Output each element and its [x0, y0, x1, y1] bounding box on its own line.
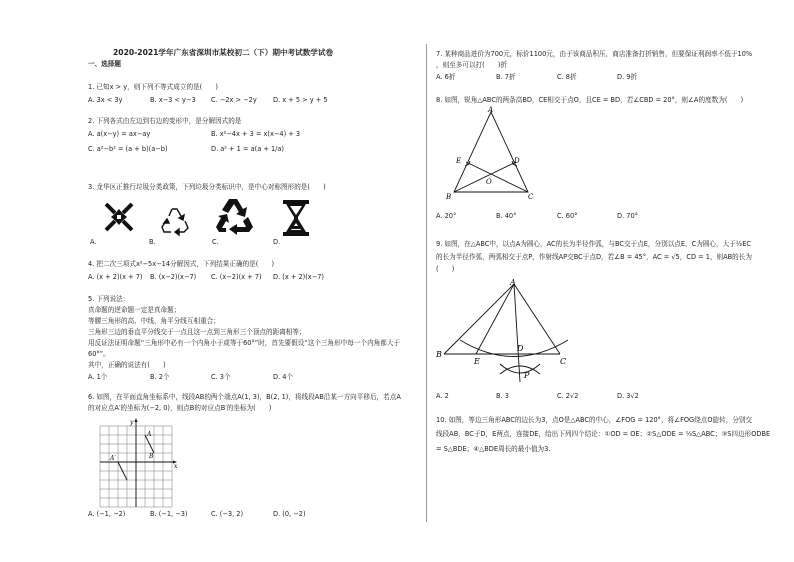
- question-1-option-d: D. x + 5 > y + 5: [273, 96, 328, 104]
- question-5-line: 三角形三边的垂直平分线交于一点且这一点到三角形三个顶点的距离相等；: [88, 328, 306, 336]
- figure-label-d: D: [514, 157, 520, 165]
- figure-label-b: B: [446, 193, 452, 201]
- question-3-option-d: D.: [273, 238, 281, 246]
- question-9-option-a: A. 2: [436, 392, 449, 400]
- figure-label-a-prime: A′: [110, 455, 116, 462]
- question-6-line: 6. 如图，在平面直角坐标系中，线段AB的两个端点A(1, 3)，B(2, 1)，将线段AB沿某一方向平移后，若点A: [88, 393, 401, 401]
- section-heading: 一、选择题: [88, 60, 121, 68]
- figure-label-c: C: [528, 193, 534, 201]
- question-4-option-c: C. (x−2)(x + 7): [211, 273, 262, 281]
- question-4-stem: 4. 把二次三项式x²−5x−14分解因式，下列结果正确的是( ): [88, 260, 275, 268]
- figure-label-c: C: [560, 357, 567, 366]
- question-2-option-d: D. a² + 1 = a(a + 1/a): [211, 145, 284, 153]
- question-9-option-c: C. 2√2: [557, 392, 579, 400]
- question-9-option-b: B. 3: [496, 392, 509, 400]
- question-2-option-a: A. a(x−y) = ax−ay: [88, 130, 151, 138]
- question-4-option-a: A. (x + 2)(x + 7): [88, 273, 143, 281]
- figure-label-b: B: [436, 350, 442, 359]
- figure-label-a: A: [510, 278, 516, 287]
- question-10-line: 10. 如图，等边三角形ABC的边长为3，点O是△ABC的中心，∠FOG = 120°，将∠FOG绕点O旋转，分别交: [436, 416, 753, 424]
- page-title: 2020-2021学年广东省深圳市某校初二（下）期中考试数学试卷: [113, 48, 334, 57]
- question-5-line: 5. 下列说法：: [88, 295, 130, 303]
- column-divider: [426, 44, 427, 522]
- question-4-option-d: D. (x + 2)(x−7): [273, 273, 324, 281]
- figure-label-y: y: [130, 419, 134, 426]
- question-8-option-a: A. 20°: [436, 212, 457, 220]
- question-6-option-c: C. (−3, 2): [211, 510, 244, 518]
- question-7-option-c: C. 8折: [557, 73, 577, 81]
- figure-label-o: O: [486, 178, 492, 186]
- question-7-option-a: A. 6折: [436, 73, 456, 81]
- question-5-option-a: A. 1个: [88, 373, 108, 381]
- question-1-option-b: B. x−3 < y−3: [150, 96, 196, 104]
- question-5-option-c: C. 3个: [211, 373, 231, 381]
- question-9-option-d: D. 3√2: [617, 392, 639, 400]
- question-8-option-d: D. 70°: [617, 212, 638, 220]
- figure-label-a: A: [147, 431, 152, 438]
- question-8-stem: 8. 如图，锐角△ABC的两条高BD，CE相交于点O，且CE = BD，若∠CBD = 20°，则∠A的度数为( ): [436, 96, 744, 104]
- question-2-option-c: C. a²−b² = (a + b)(a−b): [88, 145, 168, 153]
- question-6-option-d: D. (0, −2): [273, 510, 306, 518]
- question-3-option-b: B.: [149, 238, 156, 246]
- figure-label-b: B: [149, 453, 154, 460]
- question-5-line: 等腰三角形的高、中线、角平分线互相重合；: [88, 317, 220, 325]
- question-5-option-b: B. 2个: [150, 373, 170, 381]
- figure-label-d: D: [517, 344, 524, 353]
- question-1-option-c: C. −2x > −2y: [211, 96, 257, 104]
- question-8-option-b: B. 40°: [496, 212, 517, 220]
- question-10-line: = S△BDE；④△BDE周长的最小值为3.: [436, 445, 551, 453]
- recycle-triangle-filled-icon: [215, 197, 255, 235]
- question-5-line: 60°”。: [88, 350, 110, 358]
- question-8-option-c: C. 60°: [557, 212, 578, 220]
- question-5-line: 其中，正确的说法有( ): [88, 361, 166, 369]
- coordinate-grid-figure: [100, 418, 180, 510]
- question-5-option-d: D. 4个: [273, 373, 294, 381]
- hourglass-icon: [283, 200, 309, 236]
- question-3-option-c: C.: [212, 238, 219, 246]
- question-5-line: 用反证法证明命题“三角形中必有一个内角小于或等于60°”时，首先要假设“这个三角形中每一个内角都大于: [88, 339, 401, 347]
- question-6-line: 的对应点A′的坐标为(−2, 0)，则点B的对应点B′的坐标为( ): [88, 404, 272, 412]
- question-9-line: 9. 如图，在△ABC中，以点A为圆心，AC的长为半径作弧，与BC交于点E，分别以点E、C为圆心，大于½EC: [436, 240, 751, 248]
- question-9-line: ( ): [436, 265, 455, 273]
- figure-label-x: x: [174, 463, 178, 470]
- figure-label-e: E: [456, 157, 462, 165]
- question-1-stem: 1. 已知x > y，则下列不等式成立的是( ): [88, 83, 218, 91]
- question-3-stem: 3. 龙华区正推行垃圾分类政策，下列垃圾分类标识中，是中心对称图形的是( ): [88, 183, 326, 191]
- question-6-option-a: A. (−1, −2): [88, 510, 126, 518]
- recycle-triangle-outline-icon: [160, 206, 190, 234]
- question-4-option-b: B. (x−2)(x−7): [150, 273, 197, 281]
- question-5-line: 真命题的逆命题一定是真命题；: [88, 306, 181, 314]
- triangle-altitudes-figure: [446, 106, 546, 202]
- question-7-option-d: D. 9折: [617, 73, 638, 81]
- question-3-option-a: A.: [90, 238, 97, 246]
- figure-label-a: A: [488, 106, 494, 114]
- question-9-line: 的长为半径作弧，两弧相交于点P，作射线AP交BC于点D，若∠B = 45°，AC = √5，CD = 1，则AB的长为: [436, 253, 752, 261]
- question-7-option-b: B. 7折: [496, 73, 516, 81]
- figure-label-e: E: [474, 357, 480, 366]
- question-2-stem: 2. 下列各式由左边到右边的变形中，是分解因式的是: [88, 117, 242, 125]
- recycle-cross-icon: [102, 200, 136, 234]
- question-2-option-b: B. x²−4x + 3 = x(x−4) + 3: [211, 130, 301, 138]
- question-7-line: 7. 某种商品进价为700元，标价1100元，由于该商品积压，商店准备打折销售，但要保证利润率不低于10%: [436, 50, 753, 58]
- question-6-option-b: B. (−1, −3): [150, 510, 188, 518]
- figure-label-p: P: [524, 371, 530, 380]
- question-1-option-a: A. 3x < 3y: [88, 96, 123, 104]
- question-10-line: 线段AB，BC于D，E两点，连接DE，给出下列四个结论：①OD = OE；②S△ODE = ⅓S△ABC；③S四边形ODBE: [436, 430, 771, 438]
- question-7-line: ，则至多可以打( )折: [436, 61, 508, 69]
- triangle-construction-figure: [436, 278, 586, 388]
